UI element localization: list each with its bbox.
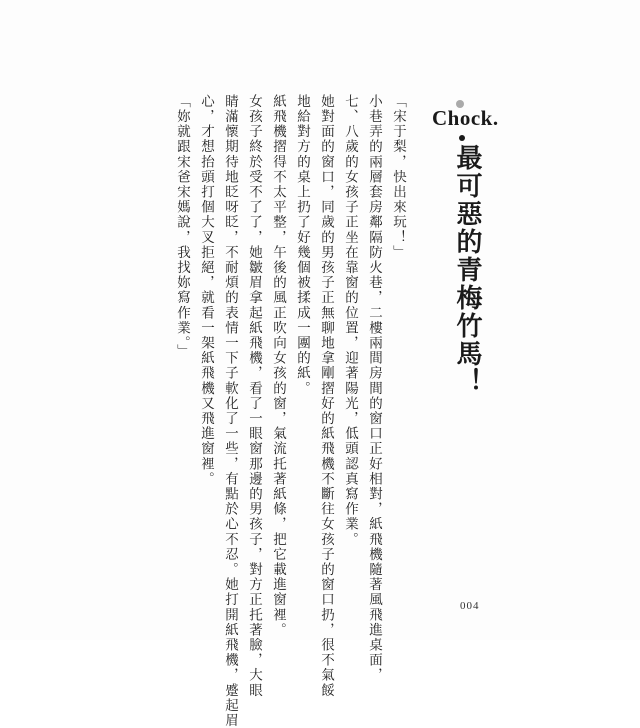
- paragraph-10: 「妳就跟宋爸宋媽說，我找妳寫作業。」: [174, 94, 190, 360]
- paragraph-9: 心，才想抬頭打個大叉拒絕，就看一架紙飛機又飛進窗裡。: [198, 94, 214, 487]
- page-title: 最可惡的青梅竹馬！: [452, 144, 482, 396]
- paragraph-5: 地給對方的桌上扔了好幾個被揉成一團的紙。: [294, 94, 310, 396]
- title-bullet-icon: [459, 135, 465, 141]
- paragraph-2: 小巷弄的兩層套房鄰隔防火巷，二樓兩間房間的窗口正好相對，紙飛機隨著風飛進桌面，: [366, 94, 382, 683]
- paragraph-3: 七、八歲的女孩子正坐在靠窗的位置，迎著陽光，低頭認真寫作業。: [342, 94, 358, 547]
- paragraph-8: 睛滿懷期待地眨呀眨，不耐煩的表情一下子軟化了一些，有點於心不忍。她打開紙飛機，蹙起眉: [222, 94, 238, 728]
- page-number: 004: [460, 600, 480, 612]
- body-text: [170, 94, 410, 728]
- paragraph-7: 女孩子終於受不了了，她皺眉拿起紙飛機，看了一眼窗那邊的男孩子，對方正托著臉，大眼: [246, 94, 262, 698]
- paragraph-4: 她對面的窗口，同歲的男孩子正無聊地拿剛摺好的紙飛機不斷往女孩子的窗口扔，很不氣餒: [318, 94, 334, 698]
- paragraph-1: 「宋于梨，快出來玩！」: [390, 94, 406, 261]
- title-latin: Chock.: [432, 106, 499, 130]
- paragraph-6: 紙飛機摺得不太平整，午後的風正吹向女孩的窗，氣流托著紙條，把它載進窗裡。: [270, 94, 286, 638]
